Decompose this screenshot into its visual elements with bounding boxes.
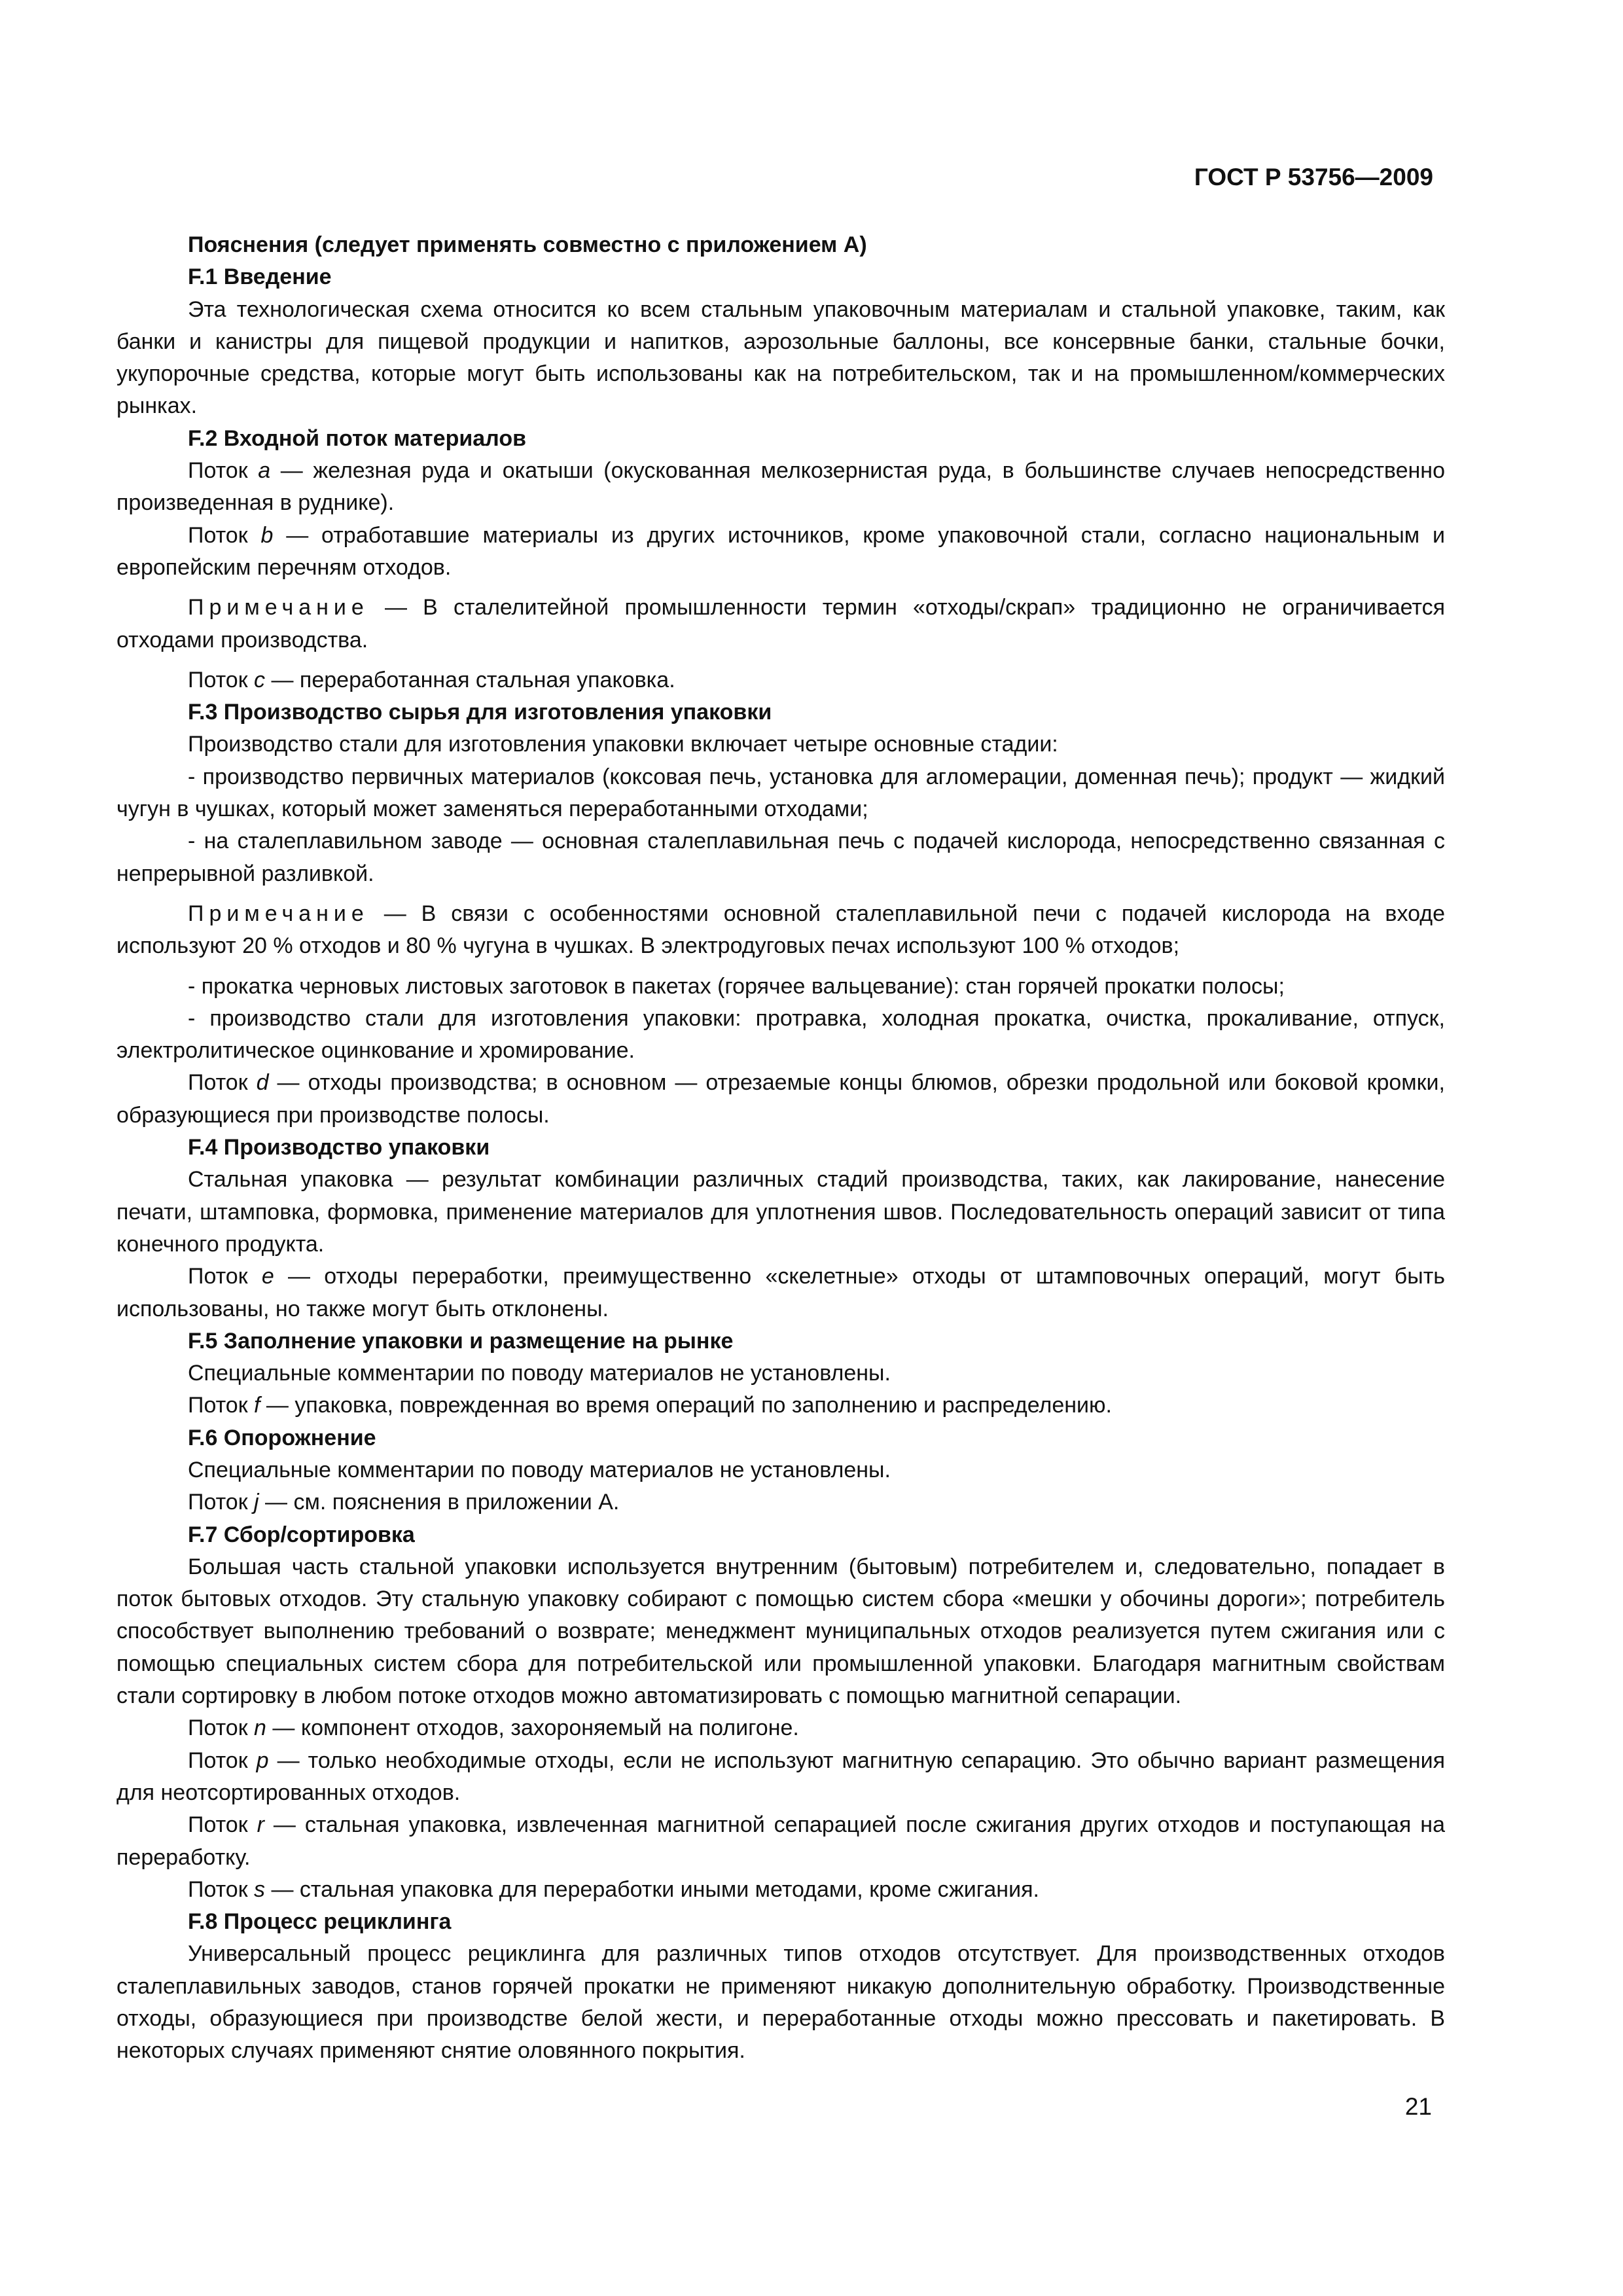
section-heading: F.5 Заполнение упаковки и размещение на рынке: [188, 1328, 734, 1354]
body-paragraph: - производство стали для изготовления упаковки: протравка, холодная прокатка, очистка, прокаливание, отпуск, электролитическое оцинкование и хромирование.: [116, 1005, 1445, 1064]
stream-description: — стальная упаковка для переработки иными методами, кроме сжигания.: [265, 1876, 1039, 1902]
body-paragraph: [116, 1261, 1445, 1325]
section-heading: F.2 Входной поток материалов: [188, 425, 526, 451]
note-label: Примечание: [188, 901, 369, 926]
stream-letter: а: [258, 458, 271, 484]
section-heading: F.6 Опорожнение: [188, 1425, 376, 1450]
stream-description: — отходы переработки, преимущественно «скелетные» отходы от штамповочных операций, могут быть использованы, но также могут быть отклонены.: [116, 1264, 1445, 1321]
body-paragraph: [116, 1067, 1445, 1132]
stream-letter: b: [260, 522, 274, 548]
stream-description: — стальная упаковка, извлеченная магнитной сепарацией после сжигания других отходов и поступающая на переработку.: [116, 1812, 1445, 1870]
stream-description: — компонент отходов, захороняемый на полигоне.: [266, 1715, 799, 1741]
body-paragraph: Большая часть стальной упаковки используется внутренним (бытовым) потребителем и, следовательно, попадает в поток бытовых отходов. Эту стальную упаковку собирают с помощью систем сбора «мешки у обочины дороги»; потребитель способствует выполнению требований о возврате; менеджмент муниципальных отходов реализуется путем сжигания или с помощью специальных систем сбора для потребительской или промышленной упаковки. Благодаря магнитным свойствам стали сортировку в любом потоке отходов можно автоматизировать с помощью магнитной сепарации.: [116, 1554, 1445, 1709]
stream-prefix: Поток: [188, 1715, 255, 1741]
page-number: 21: [1404, 2093, 1432, 2120]
note-paragraph: [116, 592, 1445, 656]
stream-letter: е: [261, 1264, 274, 1289]
stream-description: — см. пояснения в приложении А.: [259, 1490, 620, 1515]
body-paragraph: [116, 1712, 1445, 1744]
body-paragraph: Специальные комментарии по поводу материалов не установлены.: [188, 1457, 891, 1482]
stream-description: — упаковка, поврежденная во время операций по заполнению и распределению.: [260, 1393, 1112, 1418]
stream-prefix: Поток: [188, 1876, 255, 1902]
stream-description: — железная руда и окатыши (окускованная мелкозернистая руда, в большинстве случаев непосредственно произведенная в руднике).: [116, 458, 1445, 516]
stream-prefix: Поток: [188, 1393, 255, 1418]
stream-letter: р: [256, 1748, 269, 1773]
section-heading: F.3 Производство сырья для изготовления упаковки: [188, 700, 772, 725]
note-text: — В связи с особенностями основной сталеплавильной печи с подачей кислорода на входе используют 20 % отходов и 80 % чугуна в чушках. В электродуговых печах используют 100 % отходов;: [116, 901, 1445, 959]
note-text: — В сталелитейной промышленности термин «отходы/скрап» традиционно не ограничивается отходами производства.: [116, 595, 1445, 653]
body-paragraph: Универсальный процесс рециклинга для различных типов отходов отсутствует. Для производственных отходов сталеплавильных заводов, станов горячей прокатки не применяют никакую дополнительную обработку. Производственные отходы, образующиеся при производстве белой жести, и переработанные отходы можно прессовать и пакетировать. В некоторых случаях применяют снятие оловянного покрытия.: [116, 1941, 1445, 2064]
body-paragraph: Производство стали для изготовления упаковки включает четыре основные стадии:: [188, 732, 1058, 757]
stream-description: — только необходимые отходы, если не используют магнитную сепарацию. Это обычно вариант размещения для неотсортированных отходов.: [116, 1748, 1445, 1805]
section-heading: Пояснения (следует применять совместно с приложением А): [188, 232, 867, 257]
document-body: [116, 229, 1445, 2068]
stream-description: — переработанная стальная упаковка.: [265, 667, 675, 692]
stream-prefix: Поток: [188, 1748, 257, 1773]
body-paragraph: - прокатка черновых листовых заготовок в пакетах (горячее вальцевание): стан горячей прокатки полосы;: [188, 973, 1285, 999]
stream-prefix: Поток: [188, 1490, 255, 1515]
section-heading: F.4 Производство упаковки: [188, 1135, 490, 1160]
section-heading: F.7 Сбор/сортировка: [188, 1522, 415, 1547]
note-paragraph: [116, 898, 1445, 963]
body-paragraph: Стальная упаковка — результат комбинации различных стадий производства, таких, как лакирование, нанесение печати, штамповка, формовка, применение материалов для уплотнения швов. Последовательность операций зависит от типа конечного продукта.: [116, 1167, 1445, 1257]
body-paragraph: [116, 1486, 1445, 1518]
stream-prefix: Поток: [188, 1264, 262, 1289]
body-paragraph: - производство первичных материалов (коксовая печь, установка для агломерации, доменная печь); продукт — жидкий чугун в чушках, который может заменяться переработанными отходами;: [116, 764, 1445, 822]
note-label: Примечание: [188, 595, 369, 620]
body-paragraph: [116, 1745, 1445, 1810]
body-paragraph: [116, 1874, 1445, 1906]
stream-description: — отходы производства; в основном — отрезаемые концы блюмов, обрезки продольной или боковой кромки, образующиеся при производстве полосы.: [116, 1070, 1445, 1128]
stream-prefix: Поток: [188, 667, 255, 692]
body-paragraph: - на сталеплавильном заводе — основная сталеплавильная печь с подачей кислорода, непосредственно связанная с непрерывной разливкой.: [116, 829, 1445, 886]
stream-prefix: Поток: [188, 458, 259, 484]
body-paragraph: [116, 664, 1445, 696]
section-heading: F.1 Введение: [188, 264, 332, 290]
stream-letter: s: [254, 1876, 266, 1902]
stream-description: — отработавшие материалы из других источников, кроме упаковочной стали, согласно национальным и европейским перечням отходов.: [116, 522, 1445, 580]
stream-letter: j: [254, 1490, 259, 1515]
body-paragraph: [116, 1390, 1445, 1422]
stream-letter: с: [254, 667, 266, 692]
stream-letter: r: [257, 1812, 264, 1838]
document-designation: ГОСТ Р 53756—2009: [1194, 164, 1433, 190]
body-paragraph: [116, 1809, 1445, 1874]
stream-letter: n: [254, 1715, 266, 1741]
stream-prefix: Поток: [188, 522, 261, 548]
stream-prefix: Поток: [188, 1070, 257, 1096]
stream-letter: f: [254, 1393, 260, 1418]
body-paragraph: Специальные комментарии по поводу материалов не установлены.: [188, 1361, 891, 1386]
body-paragraph: [116, 455, 1445, 520]
body-paragraph: Эта технологическая схема относится ко всем стальным упаковочным материалам и стальной упаковке, таким, как банки и канистры для пищевой продукции и напитков, аэрозольные баллоны, все консервные банки, стальные бочки, укупорочные средства, которые могут быть использованы как на потребительском, так и на промышленном/коммерческих рынках.: [116, 296, 1445, 419]
stream-prefix: Поток: [188, 1812, 257, 1838]
body-paragraph: [116, 520, 1445, 584]
section-heading: F.8 Процесс рециклинга: [188, 1909, 452, 1935]
stream-letter: d: [256, 1070, 269, 1096]
